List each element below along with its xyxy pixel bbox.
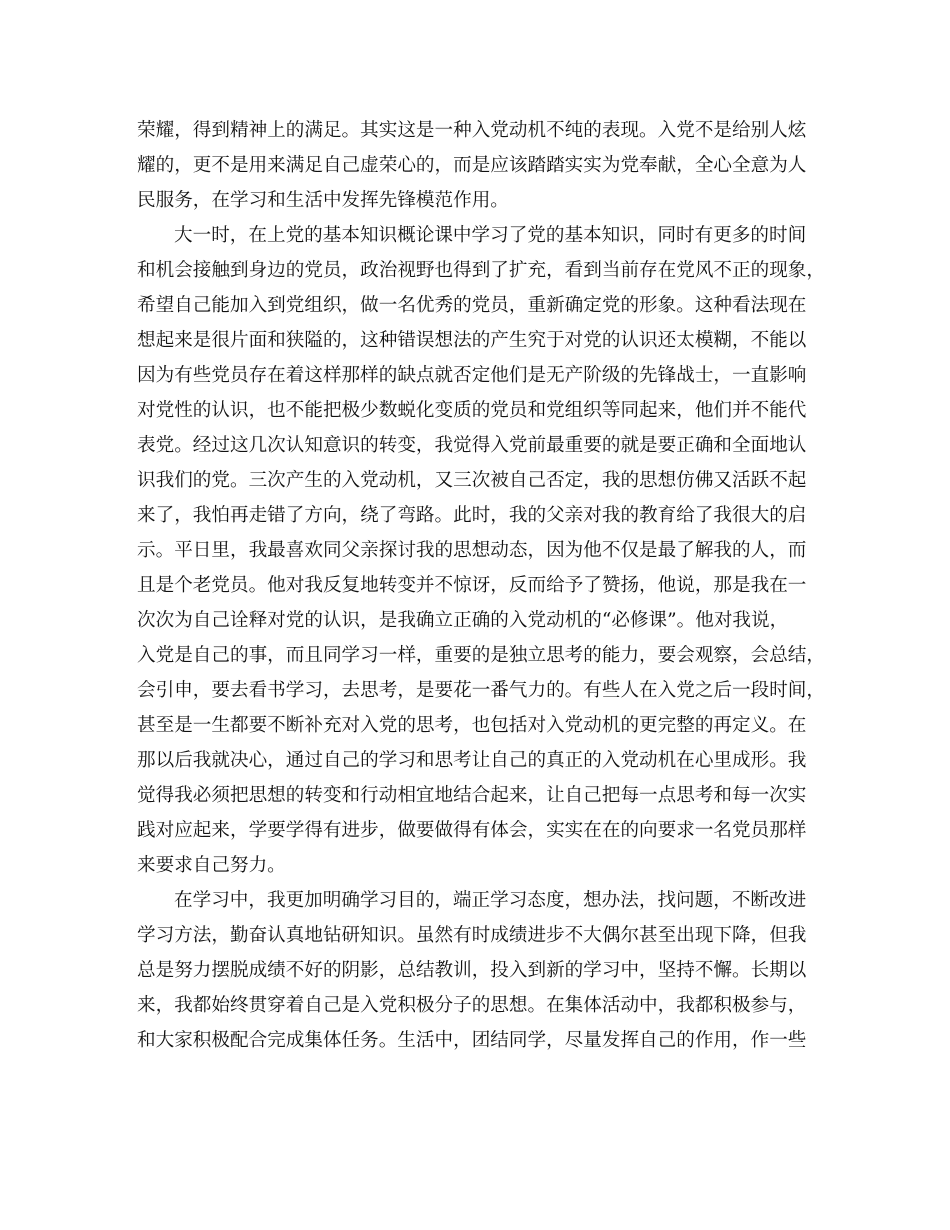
text-line: 来，我都始终贯穿着自己是入党积极分子的思想。在集体活动中，我都积极参与， [137, 995, 807, 1016]
text-line: 学习方法，勤奋认真地钻研知识。虽然有时成绩进步不大偶尔甚至出现下降，但我 [137, 925, 807, 946]
text-line: 荣耀，得到精神上的满足。其实这是一种入党动机不纯的表现。入党不是给别人炫 [137, 120, 807, 141]
text-line: 耀的，更不是用来满足自己虚荣心的，而是应该踏踏实实为党奉献，全心全意为人 [137, 155, 807, 176]
text-line: 那以后我就决心，通过自己的学习和思考让自己的真正的入党动机在心里成形。我 [137, 750, 807, 771]
text-line: 来要求自己努力。 [137, 855, 286, 876]
text-line: 和大家积极配合完成集体任务。生活中，团结同学，尽量发挥自己的作用，作一些 [137, 1030, 807, 1051]
text-line: 识我们的党。三次产生的入党动机，又三次被自己否定，我的思想仿佛又活跃不起 [137, 470, 807, 491]
paragraph-2 [137, 218, 827, 883]
text-line: 示。平日里，我最喜欢同父亲探讨我的思想动态，因为他不仅是最了解我的人，而 [137, 540, 807, 561]
text-line: 入党是自己的事，而且同学习一样，重要的是独立思考的能力，要会观察，会总结， [137, 645, 825, 666]
text-line: 觉得我必须把思想的转变和行动相宜地结合起来，让自己把每一点思考和每一次实 [137, 785, 807, 806]
text-line: 次次为自己诠释对党的认识，是我确立正确的入党动机的“必修课”。他对我说， [137, 610, 789, 631]
text-line: 会引申，要去看书学习，去思考，是要花一番气力的。有些人在入党之后一段时间， [137, 680, 825, 701]
text-line: 大一时，在上党的基本知识概论课中学习了党的基本知识，同时有更多的时间 [174, 225, 807, 246]
text-line: 在学习中，我更加明确学习目的，端正学习态度，想办法，找问题，不断改进 [174, 890, 807, 911]
text-line: 希望自己能加入到党组织，做一名优秀的党员，重新确定党的形象。这种看法现在 [137, 295, 807, 316]
text-line: 因为有些党员存在着这样那样的缺点就否定他们是无产阶级的先锋战士，一直影响 [137, 365, 807, 386]
text-line: 且是个老党员。他对我反复地转变并不惊讶，反而给予了赞扬，他说，那是我在一 [137, 575, 807, 596]
text-line: 践对应起来，学要学得有进步，做要做得有体会，实实在在的向要求一名党员那样 [137, 820, 807, 841]
text-line: 总是努力摆脱成绩不好的阴影，总结教训，投入到新的学习中，坚持不懈。长期以 [137, 960, 807, 981]
text-line: 想起来是很片面和狭隘的，这种错误想法的产生究于对党的认识还太模糊，不能以 [137, 330, 807, 351]
text-line: 表党。经过这几次认知意识的转变，我觉得入党前最重要的就是要正确和全面地认 [137, 435, 807, 456]
text-line: 对党性的认识，也不能把极少数蜕化变质的党员和党组织等同起来，他们并不能代 [137, 400, 807, 421]
text-line: 来了，我怕再走错了方向，绕了弯路。此时，我的父亲对我的教育给了我很大的启 [137, 505, 807, 526]
paragraph-1 [137, 113, 827, 218]
text-line: 甚至是一生都要不断补充对入党的思考，也包括对入党动机的更完整的再定义。在 [137, 715, 807, 736]
document-page [137, 113, 827, 1058]
text-line: 和机会接触到身边的党员，政治视野也得到了扩充，看到当前存在党风不正的现象， [137, 260, 825, 281]
paragraph-3 [137, 883, 827, 1058]
text-line: 民服务，在学习和生活中发挥先锋模范作用。 [137, 190, 509, 211]
